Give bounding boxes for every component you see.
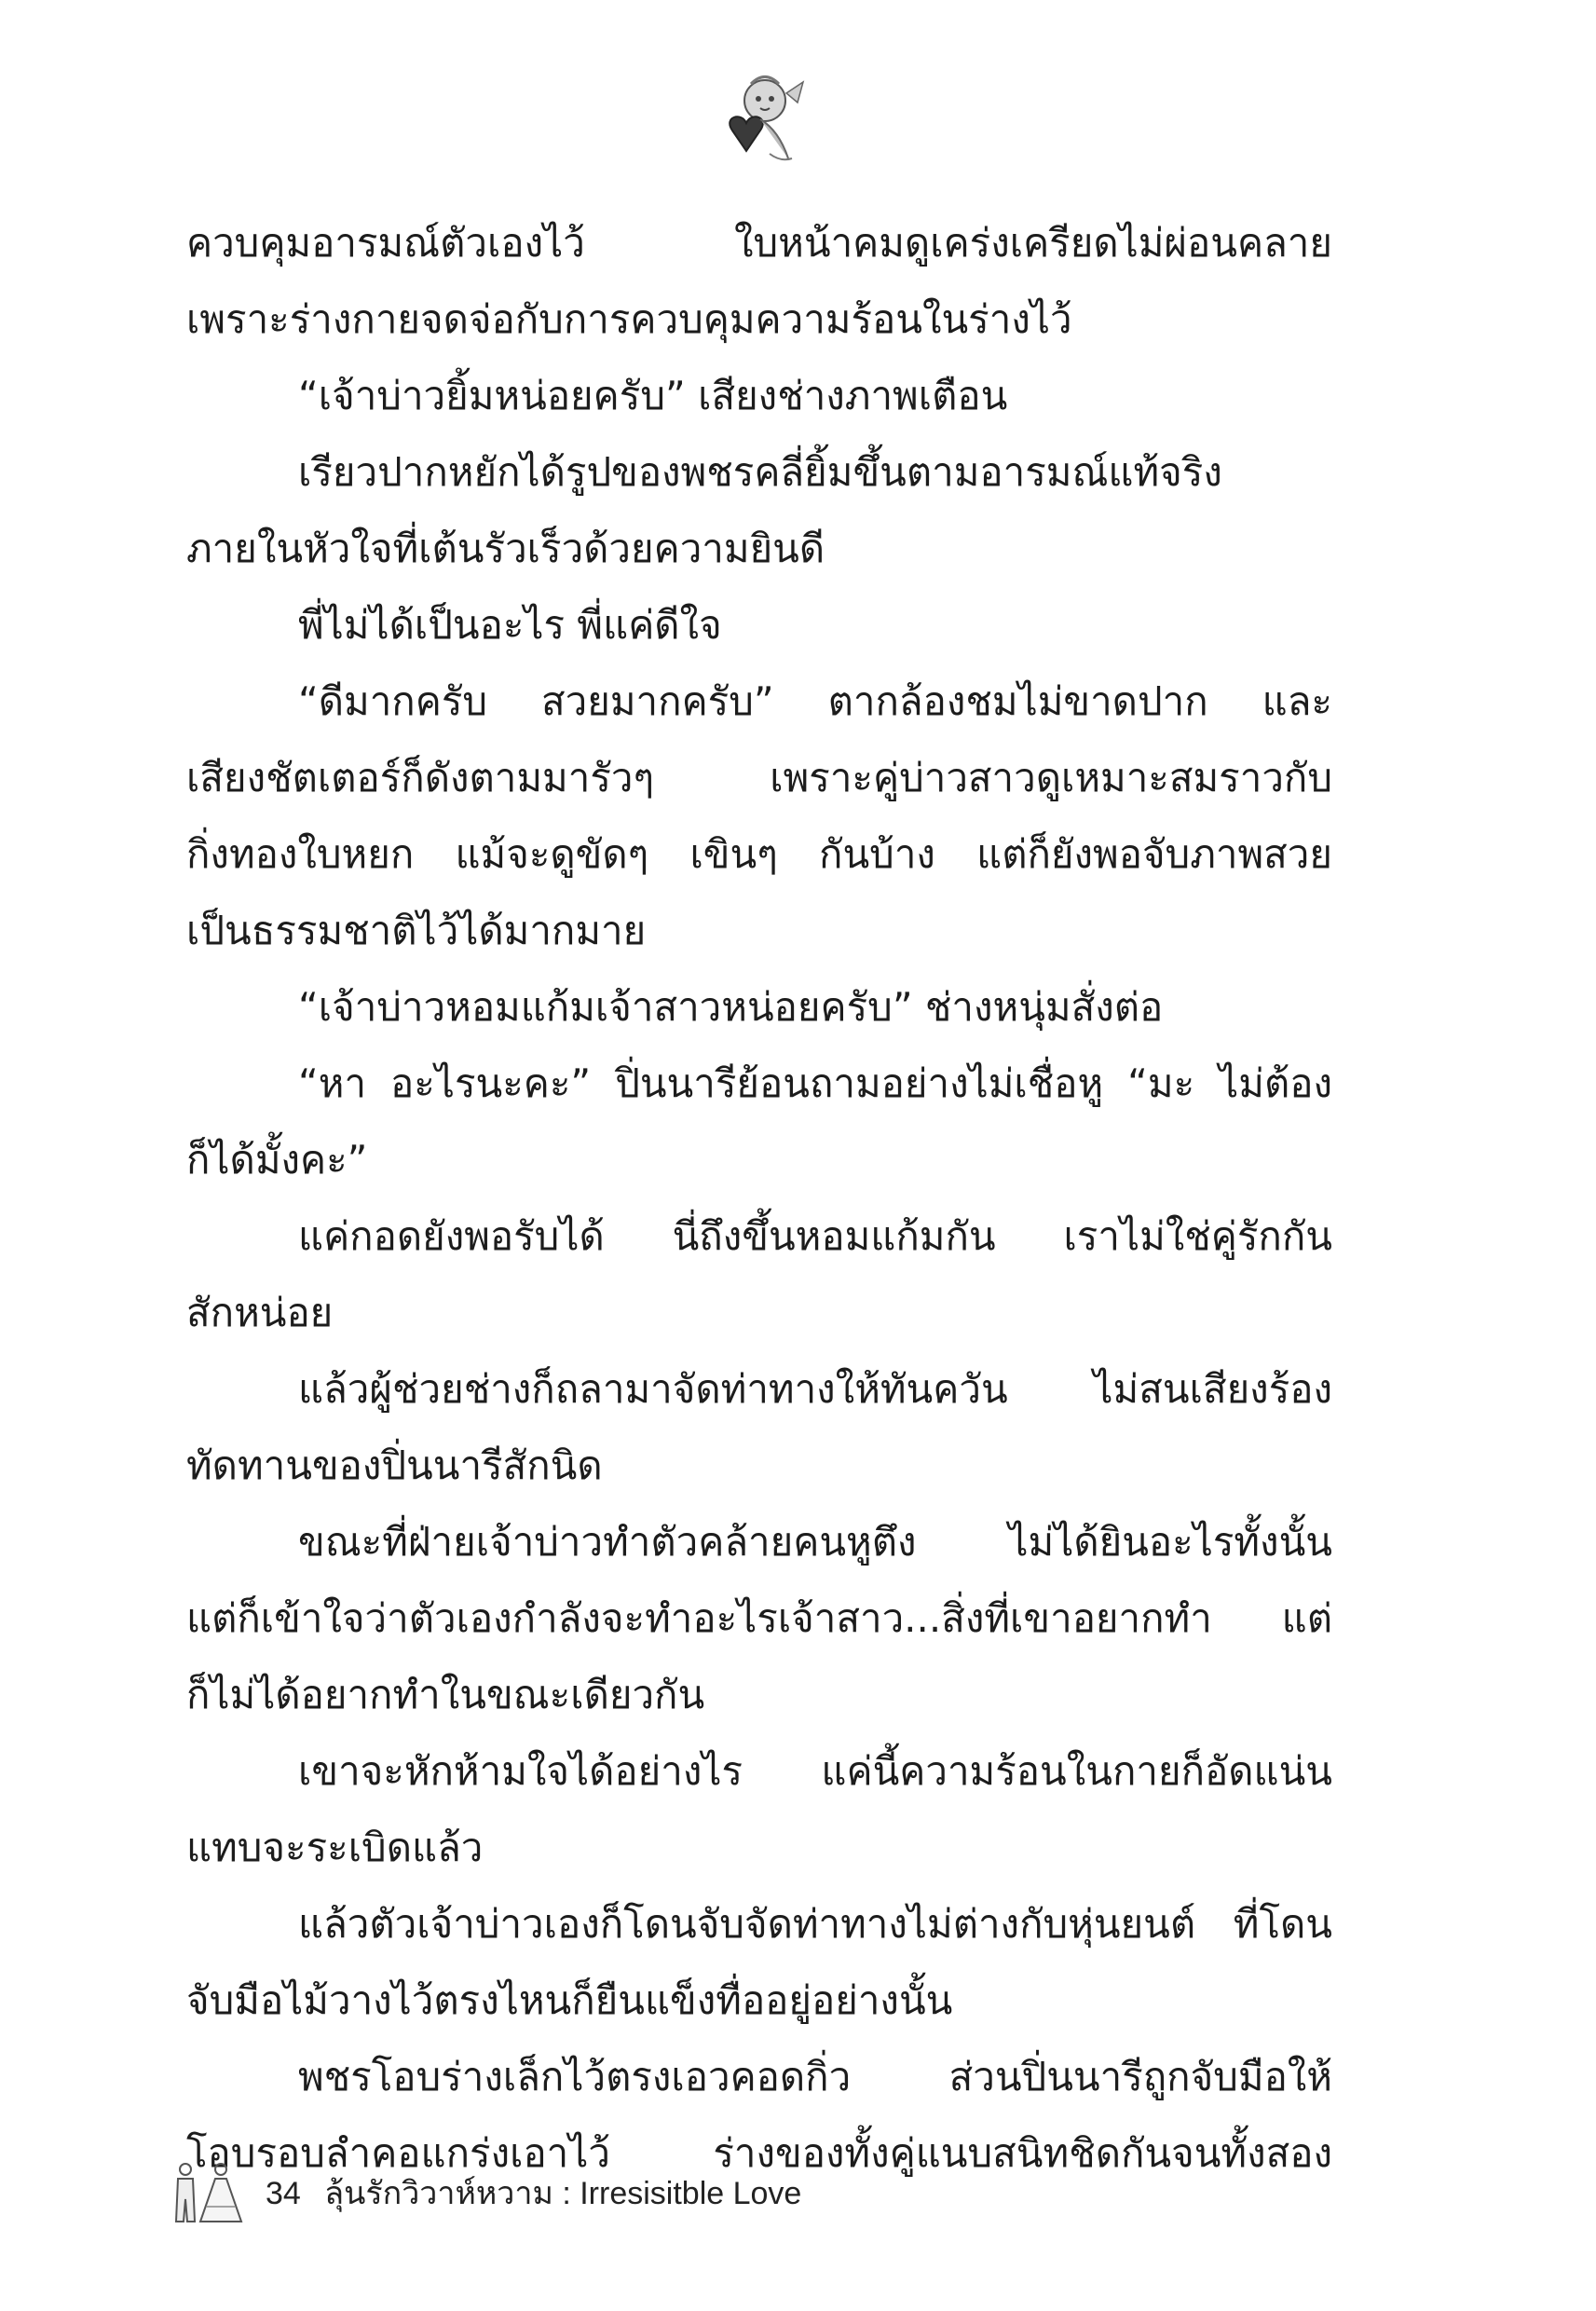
text-line: แต่ก็เข้าใจว่าตัวเองกำลังจะทำอะไรเจ้าสาว...สิ่งที่เขาอยากทำ แต่ bbox=[186, 1595, 1332, 1641]
text-line: เรียวปากหยักได้รูปของพชรคลี่ยิ้มขึ้นตามอารมณ์แท้จริง bbox=[298, 449, 1222, 495]
text-line: เสียงชัตเตอร์ก็ดังตามมารัวๆ เพราะคู่บ่าวสาวดูเหมาะสมราวกับ bbox=[186, 755, 1332, 800]
bride-groom-icon bbox=[163, 2160, 247, 2225]
text-line: ก็ได้มั้งคะ” bbox=[186, 1137, 368, 1183]
text-line: แล้วผู้ช่วยช่างก็ถลามาจัดท่าทางให้ทันควัน ไม่สนเสียงร้อง bbox=[298, 1366, 1332, 1412]
text-line: ทัดทานของปิ่นนารีสักนิด bbox=[186, 1443, 603, 1488]
page-footer bbox=[163, 2160, 816, 2225]
text-line: “เจ้าบ่าวยิ้มหน่อยครับ” เสียงช่างภาพเตือน bbox=[298, 373, 1008, 418]
text-line: จับมือไม้วางไว้ตรงไหนก็ยืนแข็งทื่ออยู่อย่างนั้น bbox=[186, 1977, 953, 2023]
text-line: ภายในหัวใจที่เต้นรัวเร็วด้วยความยินดี bbox=[186, 526, 825, 571]
text-line: แทบจะระเบิดแล้ว bbox=[186, 1825, 484, 1870]
page-number: 34 bbox=[266, 2176, 301, 2211]
text-line: กิ่งทองใบหยก แม้จะดูขัดๆ เขินๆ กันบ้าง แต่ก็ยังพอจับภาพสวย bbox=[186, 831, 1332, 877]
text-line: เพราะร่างกายจดจ่อกับการควบคุมความร้อนในร่างไว้ bbox=[186, 296, 1072, 342]
body-text bbox=[186, 205, 1332, 2192]
text-line: เขาจะหักห้ามใจได้อย่างไร แค่นี้ความร้อนในกายก็อัดแน่น bbox=[298, 1748, 1332, 1794]
text-line: โอบรอบลำคอแกร่งเอาไว้ ร่างของทั้งคู่แนบสนิทชิดกันจนทั้งสอง bbox=[186, 2130, 1332, 2176]
text-line: “เจ้าบ่าวหอมแก้มเจ้าสาวหน่อยครับ” ช่างหนุ่มสั่งต่อ bbox=[298, 984, 1164, 1030]
text-line: เป็นธรรมชาติไว้ได้มากมาย bbox=[186, 908, 647, 953]
text-line: ก็ไม่ได้อยากทำในขณะเดียวกัน bbox=[186, 1672, 705, 1717]
text-line: แค่กอดยังพอรับได้ นี่ถึงขึ้นหอมแก้มกัน เราไม่ใช่คู่รักกัน bbox=[298, 1213, 1332, 1259]
text-line: พชรโอบร่างเล็กไว้ตรงเอวคอดกิ่ว ส่วนปิ่นนารีถูกจับมือให้ bbox=[298, 2054, 1332, 2099]
text-line: “ดีมากครับ สวยมากครับ” ตากล้องชมไม่ขาดปาก และ bbox=[298, 678, 1332, 724]
text-line: แล้วตัวเจ้าบ่าวเองก็โดนจับจัดท่าทางไม่ต่างกับหุ่นยนต์ ที่โดน bbox=[298, 1901, 1332, 1947]
text-line: สักหน่อย bbox=[186, 1290, 334, 1335]
book-title: ลุ้นรักวิวาห์หวาม : Irresisitble Love bbox=[324, 2176, 802, 2211]
cupid-heart-icon bbox=[714, 65, 807, 168]
text-line: ขณะที่ฝ่ายเจ้าบ่าวทำตัวคล้ายคนหูตึง ไม่ได้ยินอะไรทั้งนั้น bbox=[298, 1519, 1332, 1565]
text-line: ควบคุมอารมณ์ตัวเองไว้ ใบหน้าคมดูเคร่งเครียดไม่ผ่อนคลาย bbox=[186, 220, 1332, 266]
text-line: พี่ไม่ได้เป็นอะไร พี่แค่ดีใจ bbox=[298, 602, 722, 648]
text-line: “หา อะไรนะคะ” ปิ่นนารีย้อนถามอย่างไม่เชื่อหู “มะ ไม่ต้อง bbox=[298, 1060, 1332, 1106]
